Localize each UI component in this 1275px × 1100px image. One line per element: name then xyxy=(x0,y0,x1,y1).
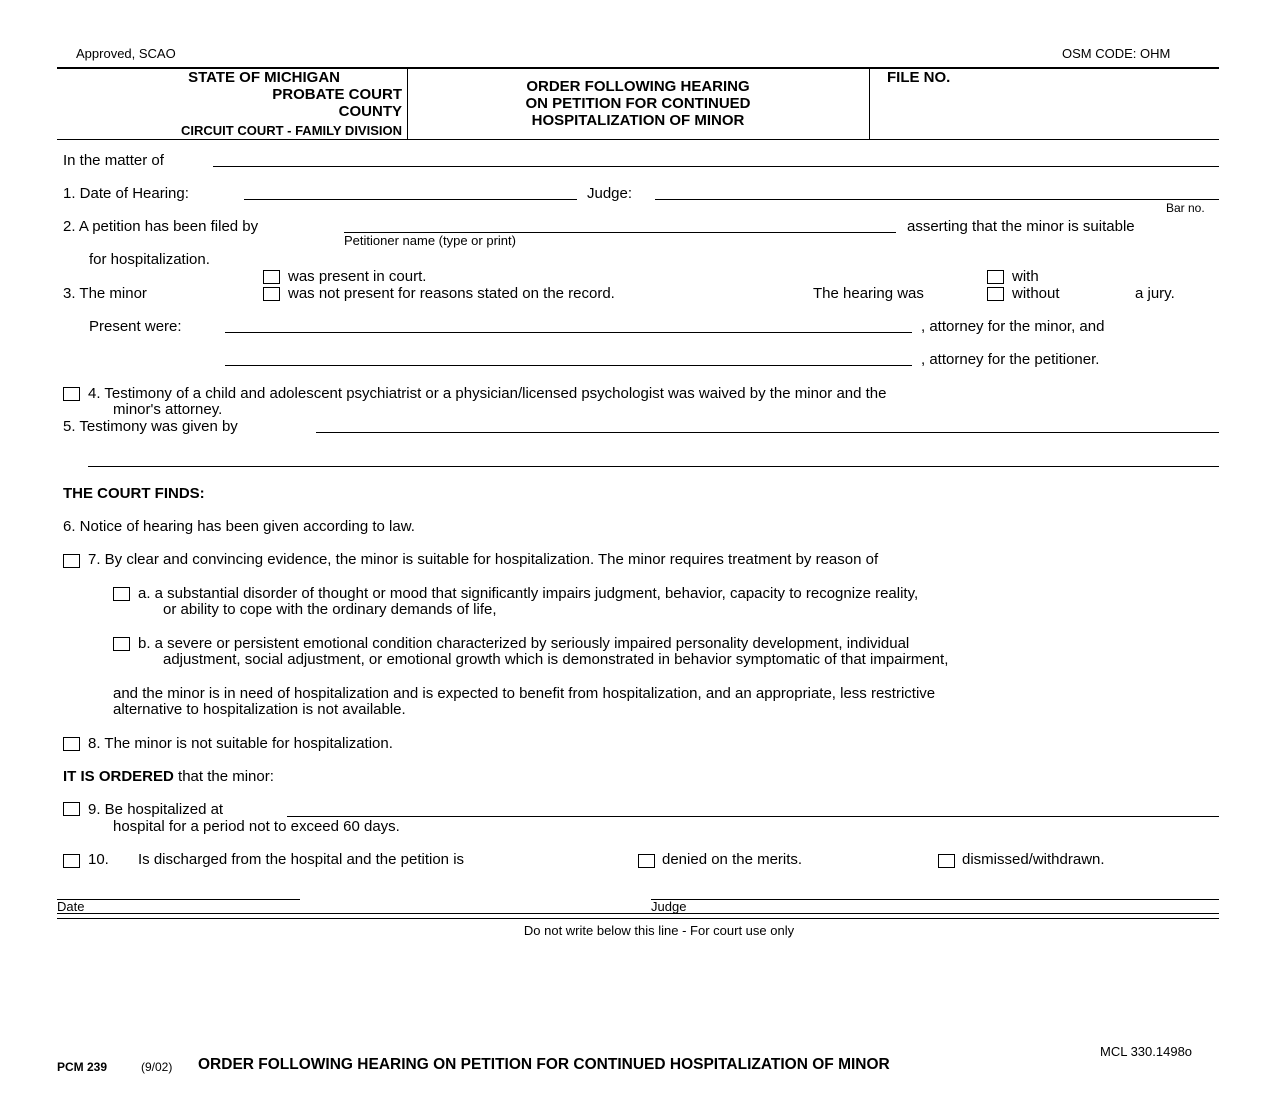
hospitalized-at-label: 9. Be hospitalized at xyxy=(88,801,224,818)
court-use-rule-bottom xyxy=(57,918,1219,919)
header-bottom-rule xyxy=(57,139,1219,140)
denied-label: denied on the merits. xyxy=(662,851,803,868)
minor-present-checkbox[interactable] xyxy=(263,270,280,284)
testimony-given-field[interactable] xyxy=(316,432,1219,433)
petitioner-name-caption: Petitioner name (type or print) xyxy=(344,233,516,248)
in-matter-field[interactable] xyxy=(213,166,1219,167)
emotional-condition-line2: adjustment, social adjustment, or emotional growth which is demonstrated in behavior symptomatic of that impairment, xyxy=(163,651,949,668)
it-is-ordered-heading xyxy=(63,768,274,785)
minor-present-label: was present in court. xyxy=(288,268,427,285)
judge-field[interactable] xyxy=(655,199,1219,200)
footer-title: ORDER FOLLOWING HEARING ON PETITION FOR CONTINUED HOSPITALIZATION OF MINOR xyxy=(198,1056,890,1073)
date-caption: Date xyxy=(57,899,85,914)
revision-date: (9/02) xyxy=(141,1060,173,1074)
substantial-disorder-line2: or ability to cope with the ordinary demands of life, xyxy=(163,601,497,618)
in-matter-label: In the matter of xyxy=(63,152,164,169)
notice-of-hearing-label: 6. Notice of hearing has been given according to law. xyxy=(63,518,415,535)
form-title-line1: ORDER FOLLOWING HEARING xyxy=(526,78,750,95)
judge-signature-field[interactable] xyxy=(651,899,1219,900)
osm-code-label: OSM CODE: OHM xyxy=(1062,46,1171,61)
substantial-disorder-line1: a. a substantial disorder of thought or mood that significantly impairs judgment, behavior, capacity to recognize reality, xyxy=(138,585,919,602)
dismissed-label: dismissed/withdrawn. xyxy=(962,851,1105,868)
file-no-label: FILE NO. xyxy=(887,69,951,86)
minor-not-present-checkbox[interactable] xyxy=(263,287,280,301)
substantial-disorder-checkbox[interactable] xyxy=(113,587,130,601)
minor-not-present-label: was not present for reasons stated on the record. xyxy=(288,285,615,302)
hearing-was-label: The hearing was xyxy=(813,285,924,302)
emotional-condition-checkbox[interactable] xyxy=(113,637,130,651)
discharged-checkbox[interactable] xyxy=(63,854,80,868)
approved-label: Approved, SCAO xyxy=(76,46,176,61)
probate-court-label: PROBATE COURT xyxy=(272,86,402,103)
attorney-petitioner-label: , attorney for the petitioner. xyxy=(921,351,1100,368)
asserting-label: asserting that the minor is suitable xyxy=(907,218,1135,235)
not-suitable-checkbox[interactable] xyxy=(63,737,80,751)
hospitalized-period-label: hospital for a period not to exceed 60 days. xyxy=(113,818,400,835)
without-jury-checkbox[interactable] xyxy=(987,287,1004,301)
dismissed-checkbox[interactable] xyxy=(938,854,955,868)
emotional-condition-line1: b. a severe or persistent emotional condition characterized by seriously impaired personality development, individual xyxy=(138,635,910,652)
judge-label: Judge: xyxy=(587,185,633,202)
date-of-hearing-field[interactable] xyxy=(244,199,577,200)
suitable-checkbox[interactable] xyxy=(63,554,80,568)
petition-filed-label: 2. A petition has been filed by xyxy=(63,218,259,235)
present-were-label: Present were: xyxy=(89,318,182,335)
it-is-ordered-rest: that the minor: xyxy=(173,768,274,785)
date-signature-field[interactable] xyxy=(57,899,300,900)
court-use-notice: Do not write below this line - For court use only xyxy=(523,923,795,938)
it-is-ordered-bold: IT IS ORDERED xyxy=(63,768,174,785)
judge-caption: Judge xyxy=(651,899,687,914)
without-label: without xyxy=(1012,285,1060,302)
with-label: with xyxy=(1012,268,1039,285)
the-minor-label: 3. The minor xyxy=(63,285,147,302)
a-jury-label: a jury. xyxy=(1135,285,1175,302)
with-jury-checkbox[interactable] xyxy=(987,270,1004,284)
hospitalized-checkbox[interactable] xyxy=(63,802,80,816)
testimony-waived-line1: 4. Testimony of a child and adolescent psychiatrist or a physician/licensed psychologist was waived by the minor and the xyxy=(88,385,887,402)
testimony-given-field-2[interactable] xyxy=(88,466,1219,467)
header-divider-right xyxy=(869,67,870,140)
denied-checkbox[interactable] xyxy=(638,854,655,868)
form-title-line2: ON PETITION FOR CONTINUED xyxy=(525,95,751,112)
discharged-number: 10. xyxy=(88,851,109,868)
court-use-rule-top xyxy=(57,913,1219,914)
county-label: COUNTY xyxy=(338,103,402,120)
testimony-waived-checkbox[interactable] xyxy=(63,387,80,401)
attorney-minor-field[interactable] xyxy=(225,332,912,333)
form-number: PCM 239 xyxy=(57,1060,108,1074)
attorney-petitioner-field[interactable] xyxy=(225,365,912,366)
discharged-label: Is discharged from the hospital and the petition is xyxy=(138,851,465,868)
court-finds-heading: THE COURT FINDS: xyxy=(63,485,205,502)
state-label: STATE OF MICHIGAN xyxy=(188,69,340,86)
need-hospitalization-line2: alternative to hospitalization is not available. xyxy=(113,701,406,718)
circuit-court-label: CIRCUIT COURT - FAMILY DIVISION xyxy=(180,123,402,138)
hospital-name-field[interactable] xyxy=(287,816,1219,817)
date-of-hearing-label: 1. Date of Hearing: xyxy=(63,185,189,202)
for-hospitalization-label: for hospitalization. xyxy=(89,251,210,268)
bar-no-label: Bar no. xyxy=(1166,201,1205,215)
suitable-label: 7. By clear and convincing evidence, the minor is suitable for hospitalization. The minor requires treatment by reason of xyxy=(88,551,879,568)
testimony-given-label: 5. Testimony was given by xyxy=(63,418,238,435)
attorney-minor-label: , attorney for the minor, and xyxy=(921,318,1105,335)
testimony-waived-line2: minor's attorney. xyxy=(113,401,223,418)
need-hospitalization-line1: and the minor is in need of hospitalization and is expected to benefit from hospitalization, and an appropriate, less restrictive xyxy=(113,685,936,702)
form-title-line3: HOSPITALIZATION OF MINOR xyxy=(531,112,745,129)
not-suitable-label: 8. The minor is not suitable for hospitalization. xyxy=(88,735,393,752)
file-no-field[interactable] xyxy=(872,90,1216,136)
mcl-reference: MCL 330.1498o xyxy=(1100,1044,1193,1059)
